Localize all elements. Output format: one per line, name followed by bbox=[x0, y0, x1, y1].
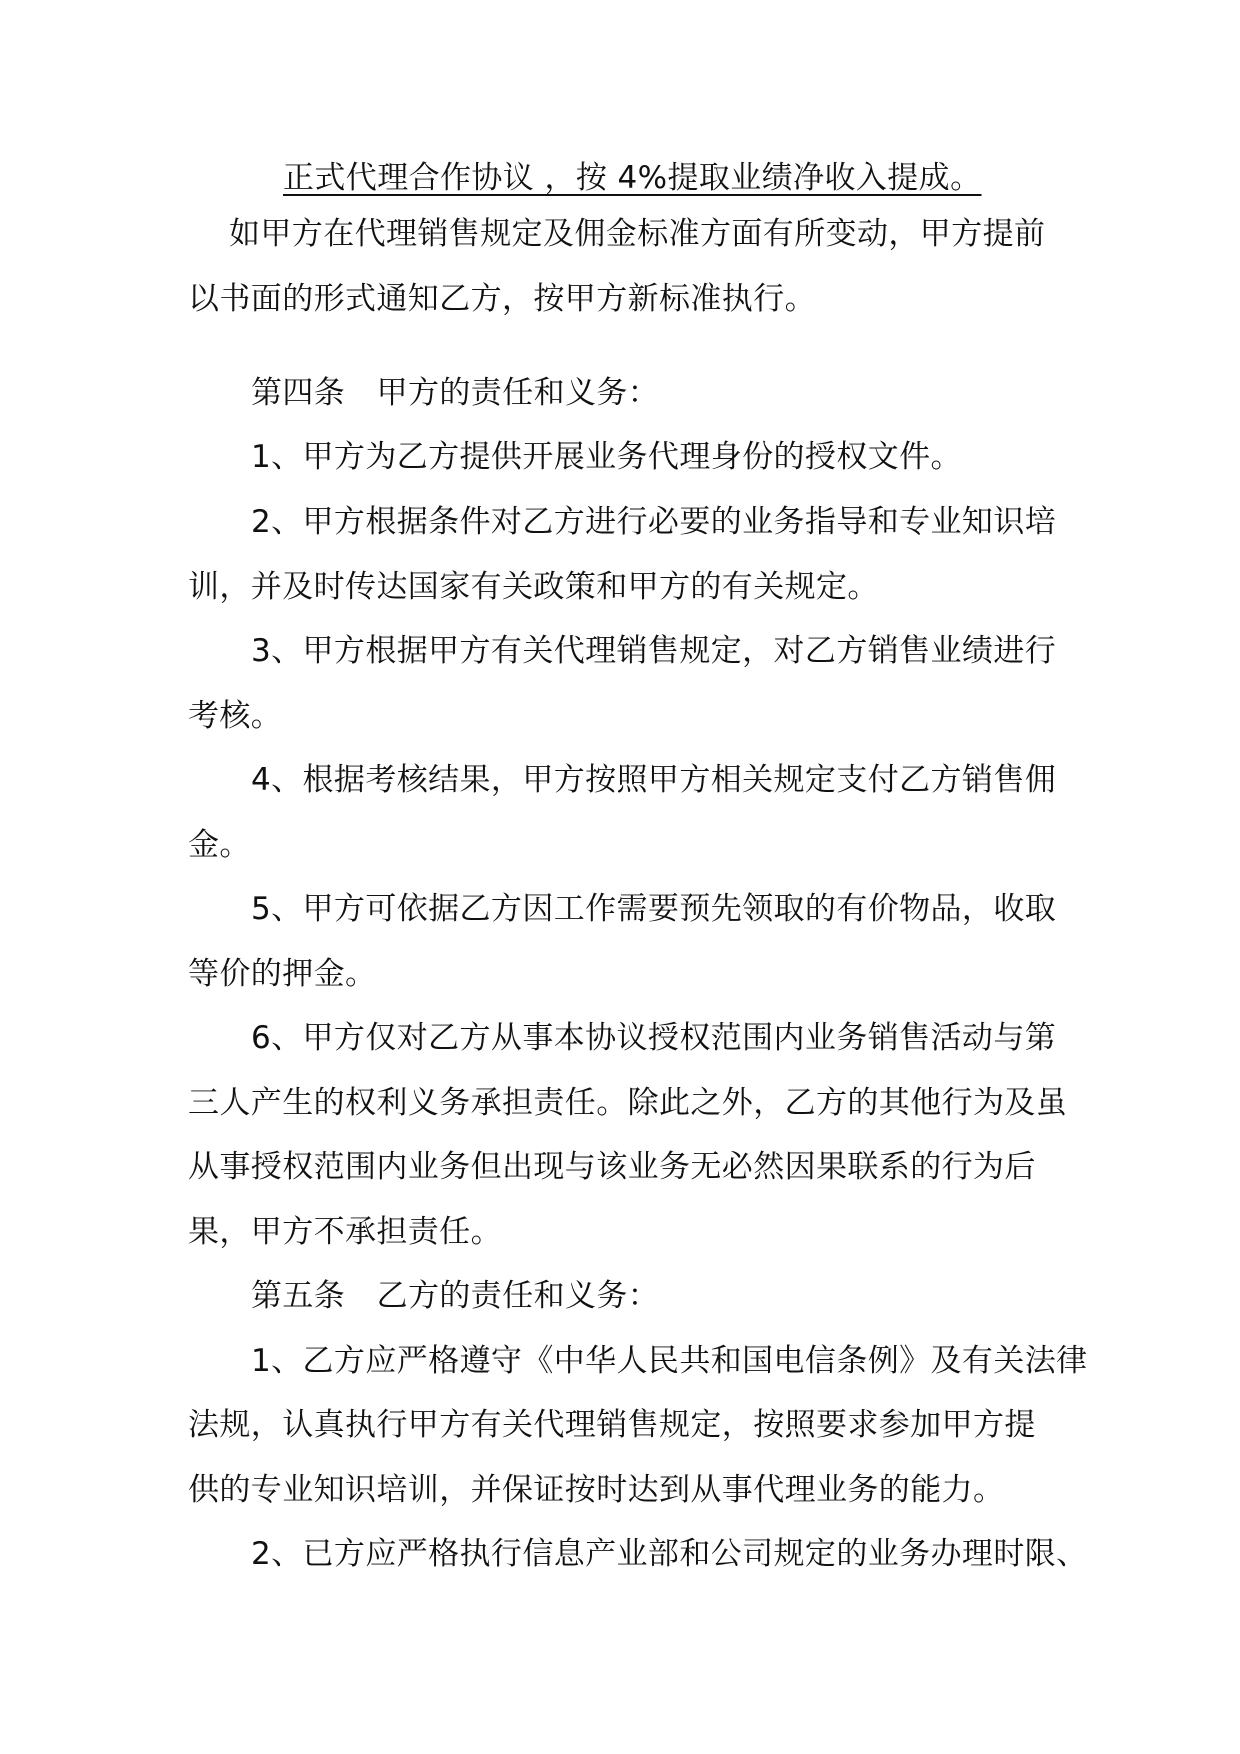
text-line-20: 法规，认真执行甲方有关代理销售规定，按照要求参加甲方提 bbox=[188, 1407, 1036, 1443]
text-line-6: 2、甲方根据条件对乙方进行必要的业务指导和专业知识培 bbox=[251, 504, 1057, 540]
text-line-1: 正式代理合作协议 ，按 4%提取业绩净收入提成。 bbox=[283, 160, 982, 196]
text-line-2: 如甲方在代理销售规定及佣金标准方面有所变动，甲方提前 bbox=[229, 216, 1046, 252]
text-line-22: 2、已方应严格执行信息产业部和公司规定的业务办理时限、 bbox=[251, 1536, 1088, 1572]
text-line-8: 3、甲方根据甲方有关代理销售规定，对乙方销售业绩进行 bbox=[251, 633, 1057, 669]
text-line-21: 供的专业知识培训，并保证按时达到从事代理业务的能力。 bbox=[188, 1472, 1005, 1508]
text-line-18: 第五条 乙方的责任和义务： bbox=[251, 1278, 660, 1314]
text-line-19: 1、乙方应严格遵守《中华人民共和国电信条例》及有关法律 bbox=[251, 1343, 1088, 1379]
text-line-16: 从事授权范围内业务但出现与该业务无必然因果联系的行为后 bbox=[188, 1149, 1036, 1185]
text-line-11: 金。 bbox=[188, 827, 251, 863]
text-line-14: 6、甲方仅对乙方从事本协议授权范围内业务销售活动与第 bbox=[251, 1020, 1057, 1056]
text-line-15: 三人产生的权利义务承担责任。除此之外，乙方的其他行为及虽 bbox=[188, 1085, 1068, 1121]
text-line-4: 第四条 甲方的责任和义务： bbox=[251, 375, 660, 411]
text-line-3: 以书面的形式通知乙方，按甲方新标准执行。 bbox=[188, 281, 816, 317]
text-line-9: 考核。 bbox=[188, 698, 283, 734]
text-line-13: 等价的押金。 bbox=[188, 956, 377, 992]
text-line-5: 1、甲方为乙方提供开展业务代理身份的授权文件。 bbox=[251, 439, 962, 475]
text-line-10: 4、根据考核结果，甲方按照甲方相关规定支付乙方销售佣 bbox=[251, 762, 1057, 798]
text-line-12: 5、甲方可依据乙方因工作需要预先领取的有价物品，收取 bbox=[251, 891, 1057, 927]
text-line-17: 果，甲方不承担责任。 bbox=[188, 1214, 502, 1250]
text-line-7: 训，并及时传达国家有关政策和甲方的有关规定。 bbox=[188, 569, 879, 605]
